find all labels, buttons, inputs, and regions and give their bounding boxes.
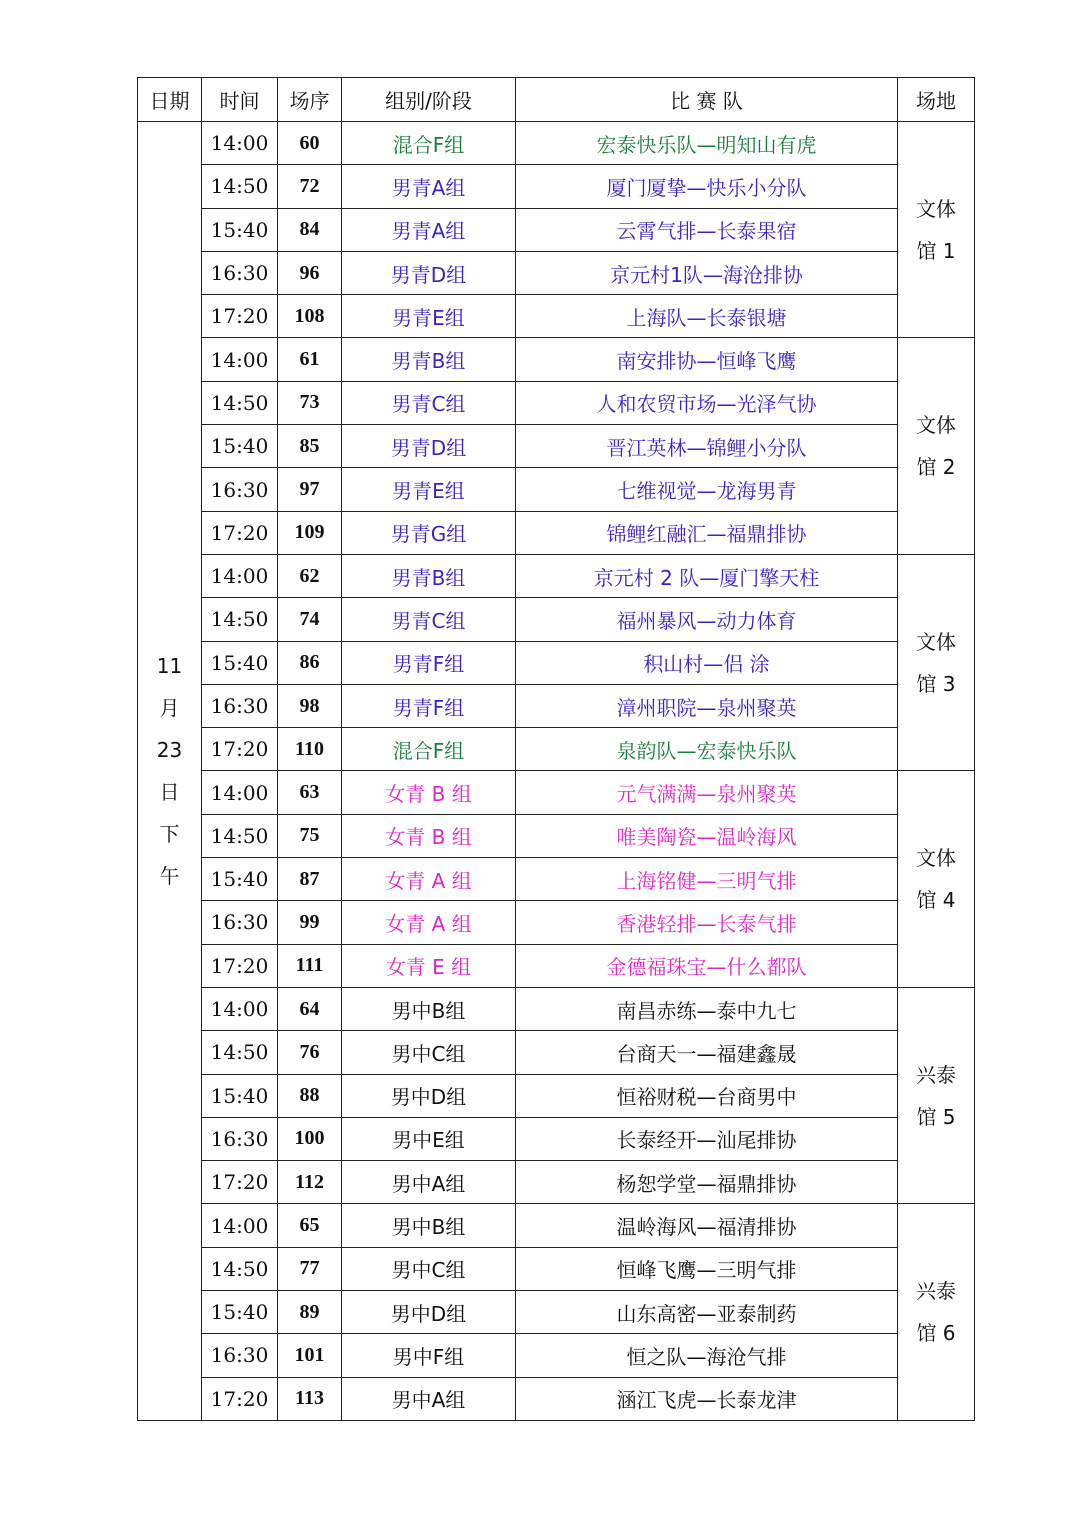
venue-label-line: 馆 3	[916, 671, 956, 696]
teams-cell: 漳州职院—泉州聚英	[516, 684, 898, 727]
table-row	[138, 598, 975, 641]
seq-cell: 89	[278, 1291, 342, 1334]
venue-cell	[898, 338, 975, 554]
group-cell: 男中F组	[342, 1334, 516, 1377]
venue-label-line: 馆 1	[916, 238, 956, 263]
seq-cell: 75	[278, 814, 342, 857]
time-cell: 14:00	[202, 122, 278, 165]
seq-cell: 109	[278, 511, 342, 554]
time-cell: 15:40	[202, 425, 278, 468]
time-cell: 17:20	[202, 295, 278, 338]
seq-cell: 61	[278, 338, 342, 381]
time-cell: 14:00	[202, 1204, 278, 1247]
time-cell: 17:20	[202, 728, 278, 771]
venue-cell	[898, 987, 975, 1203]
group-cell: 男中B组	[342, 1204, 516, 1247]
table-row	[138, 684, 975, 727]
table-row	[138, 122, 975, 165]
seq-cell: 100	[278, 1117, 342, 1160]
table-row	[138, 1074, 975, 1117]
seq-cell: 101	[278, 1334, 342, 1377]
seq-cell: 62	[278, 554, 342, 597]
header-seq: 场序	[278, 78, 342, 122]
header-row	[138, 78, 975, 122]
teams-cell: 元气满满—泉州聚英	[516, 771, 898, 814]
seq-cell: 65	[278, 1204, 342, 1247]
teams-cell: 杨恕学堂—福鼎排协	[516, 1161, 898, 1204]
group-cell: 女青 E 组	[342, 944, 516, 987]
time-cell: 15:40	[202, 1291, 278, 1334]
table-row	[138, 165, 975, 208]
teams-cell: 人和农贸市场—光泽气协	[516, 381, 898, 424]
teams-cell: 香港轻排—长泰气排	[516, 901, 898, 944]
group-cell: 男中D组	[342, 1074, 516, 1117]
table-row	[138, 771, 975, 814]
table-row	[138, 1247, 975, 1290]
date-char: 日	[159, 779, 180, 804]
table-row	[138, 381, 975, 424]
venue-label-line: 文体	[916, 846, 956, 871]
date-char: 午	[159, 863, 180, 888]
teams-cell: 泉韵队—宏泰快乐队	[516, 728, 898, 771]
time-cell: 14:50	[202, 1031, 278, 1074]
teams-cell: 京元村 2 队—厦门擎天柱	[516, 554, 898, 597]
teams-cell: 锦鲤红融汇—福鼎排协	[516, 511, 898, 554]
group-cell: 女青 A 组	[342, 901, 516, 944]
teams-cell: 长泰经开—汕尾排协	[516, 1117, 898, 1160]
table-row	[138, 554, 975, 597]
time-cell: 16:30	[202, 901, 278, 944]
teams-cell: 南昌赤练—泰中九七	[516, 987, 898, 1030]
venue-label-line: 馆 5	[916, 1104, 956, 1129]
header-group: 组别/阶段	[342, 78, 516, 122]
table-row	[138, 511, 975, 554]
venue-label-line: 兴泰	[916, 1279, 956, 1304]
seq-cell: 60	[278, 122, 342, 165]
date-cell	[138, 122, 202, 1421]
time-cell: 16:30	[202, 684, 278, 727]
table-row	[138, 728, 975, 771]
time-cell: 15:40	[202, 858, 278, 901]
group-cell: 男青E组	[342, 468, 516, 511]
seq-cell: 74	[278, 598, 342, 641]
venue-label-line: 文体	[916, 629, 956, 654]
table-row	[138, 208, 975, 251]
group-cell: 女青 B 组	[342, 771, 516, 814]
table-row	[138, 468, 975, 511]
teams-cell: 恒峰飞鹰—三明气排	[516, 1247, 898, 1290]
venue-cell	[898, 554, 975, 770]
teams-cell: 云霄气排—长泰果宿	[516, 208, 898, 251]
teams-cell: 金德福珠宝—什么都队	[516, 944, 898, 987]
teams-cell: 涵江飞虎—长泰龙津	[516, 1377, 898, 1420]
group-cell: 男中C组	[342, 1247, 516, 1290]
group-cell: 男中A组	[342, 1161, 516, 1204]
table-row	[138, 295, 975, 338]
header-time: 时间	[202, 78, 278, 122]
teams-cell: 唯美陶瓷—温岭海风	[516, 814, 898, 857]
teams-cell: 台商天一—福建鑫晟	[516, 1031, 898, 1074]
teams-cell: 上海队—长泰银塘	[516, 295, 898, 338]
venue-label-line: 馆 4	[916, 888, 956, 913]
seq-cell: 72	[278, 165, 342, 208]
group-cell: 男青E组	[342, 295, 516, 338]
group-cell: 女青 A 组	[342, 858, 516, 901]
venue-cell	[898, 122, 975, 338]
teams-cell: 上海铭健—三明气排	[516, 858, 898, 901]
group-cell: 混合F组	[342, 122, 516, 165]
seq-cell: 77	[278, 1247, 342, 1290]
venue-label-line: 文体	[916, 413, 956, 438]
seq-cell: 86	[278, 641, 342, 684]
seq-cell: 99	[278, 901, 342, 944]
venue-label-line: 兴泰	[916, 1062, 956, 1087]
seq-cell: 111	[278, 944, 342, 987]
table-row	[138, 944, 975, 987]
group-cell: 男青C组	[342, 381, 516, 424]
time-cell: 14:00	[202, 771, 278, 814]
venue-label-line: 文体	[916, 196, 956, 221]
venue-label-line: 馆 6	[916, 1321, 956, 1346]
seq-cell: 88	[278, 1074, 342, 1117]
time-cell: 16:30	[202, 1117, 278, 1160]
seq-cell: 76	[278, 1031, 342, 1074]
time-cell: 15:40	[202, 641, 278, 684]
seq-cell: 96	[278, 251, 342, 294]
group-cell: 男青C组	[342, 598, 516, 641]
seq-cell: 113	[278, 1377, 342, 1420]
teams-cell: 宏泰快乐队—明知山有虎	[516, 122, 898, 165]
schedule-body	[138, 122, 975, 1421]
time-cell: 15:40	[202, 1074, 278, 1117]
teams-cell: 积山村—侣 涂	[516, 641, 898, 684]
group-cell: 男青F组	[342, 684, 516, 727]
teams-cell: 恒之队—海沧气排	[516, 1334, 898, 1377]
date-char: 月	[159, 695, 180, 720]
header-teams: 比 赛 队	[516, 78, 898, 122]
group-cell: 混合F组	[342, 728, 516, 771]
group-cell: 男中C组	[342, 1031, 516, 1074]
time-cell: 15:40	[202, 208, 278, 251]
teams-cell: 福州暴风—动力体育	[516, 598, 898, 641]
table-row	[138, 338, 975, 381]
table-row	[138, 1117, 975, 1160]
venue-cell	[898, 771, 975, 987]
group-cell: 男青F组	[342, 641, 516, 684]
teams-cell: 恒裕财税—台商男中	[516, 1074, 898, 1117]
venue-cell	[898, 1204, 975, 1420]
teams-cell: 七维视觉—龙海男青	[516, 468, 898, 511]
header-venue: 场地	[898, 78, 975, 122]
time-cell: 14:50	[202, 598, 278, 641]
teams-cell: 晋江英林—锦鲤小分队	[516, 425, 898, 468]
table-row	[138, 987, 975, 1030]
date-char: 下	[159, 821, 180, 846]
table-row	[138, 425, 975, 468]
time-cell: 17:20	[202, 944, 278, 987]
time-cell: 14:50	[202, 814, 278, 857]
seq-cell: 64	[278, 987, 342, 1030]
teams-cell: 厦门厦挚—快乐小分队	[516, 165, 898, 208]
schedule-table	[137, 77, 975, 1421]
table-row	[138, 641, 975, 684]
time-cell: 17:20	[202, 511, 278, 554]
table-row	[138, 1031, 975, 1074]
group-cell: 男青G组	[342, 511, 516, 554]
seq-cell: 110	[278, 728, 342, 771]
table-row	[138, 1334, 975, 1377]
time-cell: 16:30	[202, 468, 278, 511]
time-cell: 14:00	[202, 987, 278, 1030]
table-row	[138, 1377, 975, 1420]
venue-label-line: 馆 2	[916, 455, 956, 480]
date-char: 23	[156, 737, 183, 762]
group-cell: 男青B组	[342, 554, 516, 597]
seq-cell: 97	[278, 468, 342, 511]
time-cell: 14:50	[202, 381, 278, 424]
table-row	[138, 901, 975, 944]
time-cell: 17:20	[202, 1161, 278, 1204]
group-cell: 男青D组	[342, 251, 516, 294]
seq-cell: 73	[278, 381, 342, 424]
time-cell: 16:30	[202, 251, 278, 294]
time-cell: 16:30	[202, 1334, 278, 1377]
group-cell: 男中B组	[342, 987, 516, 1030]
group-cell: 男中E组	[342, 1117, 516, 1160]
group-cell: 女青 B 组	[342, 814, 516, 857]
time-cell: 14:50	[202, 1247, 278, 1290]
time-cell: 14:50	[202, 165, 278, 208]
header-date: 日期	[138, 78, 202, 122]
seq-cell: 108	[278, 295, 342, 338]
time-cell: 14:00	[202, 554, 278, 597]
group-cell: 男中A组	[342, 1377, 516, 1420]
seq-cell: 98	[278, 684, 342, 727]
group-cell: 男青B组	[342, 338, 516, 381]
teams-cell: 南安排协—恒峰飞鹰	[516, 338, 898, 381]
table-row	[138, 1161, 975, 1204]
seq-cell: 84	[278, 208, 342, 251]
table-row	[138, 814, 975, 857]
group-cell: 男青A组	[342, 165, 516, 208]
seq-cell: 63	[278, 771, 342, 814]
table-row	[138, 251, 975, 294]
table-row	[138, 1291, 975, 1334]
table-row	[138, 858, 975, 901]
group-cell: 男中D组	[342, 1291, 516, 1334]
table-row	[138, 1204, 975, 1247]
seq-cell: 112	[278, 1161, 342, 1204]
time-cell: 14:00	[202, 338, 278, 381]
teams-cell: 温岭海风—福清排协	[516, 1204, 898, 1247]
teams-cell: 山东高密—亚泰制药	[516, 1291, 898, 1334]
teams-cell: 京元村1队—海沧排协	[516, 251, 898, 294]
seq-cell: 85	[278, 425, 342, 468]
date-char: 11	[156, 653, 183, 678]
group-cell: 男青A组	[342, 208, 516, 251]
time-cell: 17:20	[202, 1377, 278, 1420]
group-cell: 男青D组	[342, 425, 516, 468]
seq-cell: 87	[278, 858, 342, 901]
